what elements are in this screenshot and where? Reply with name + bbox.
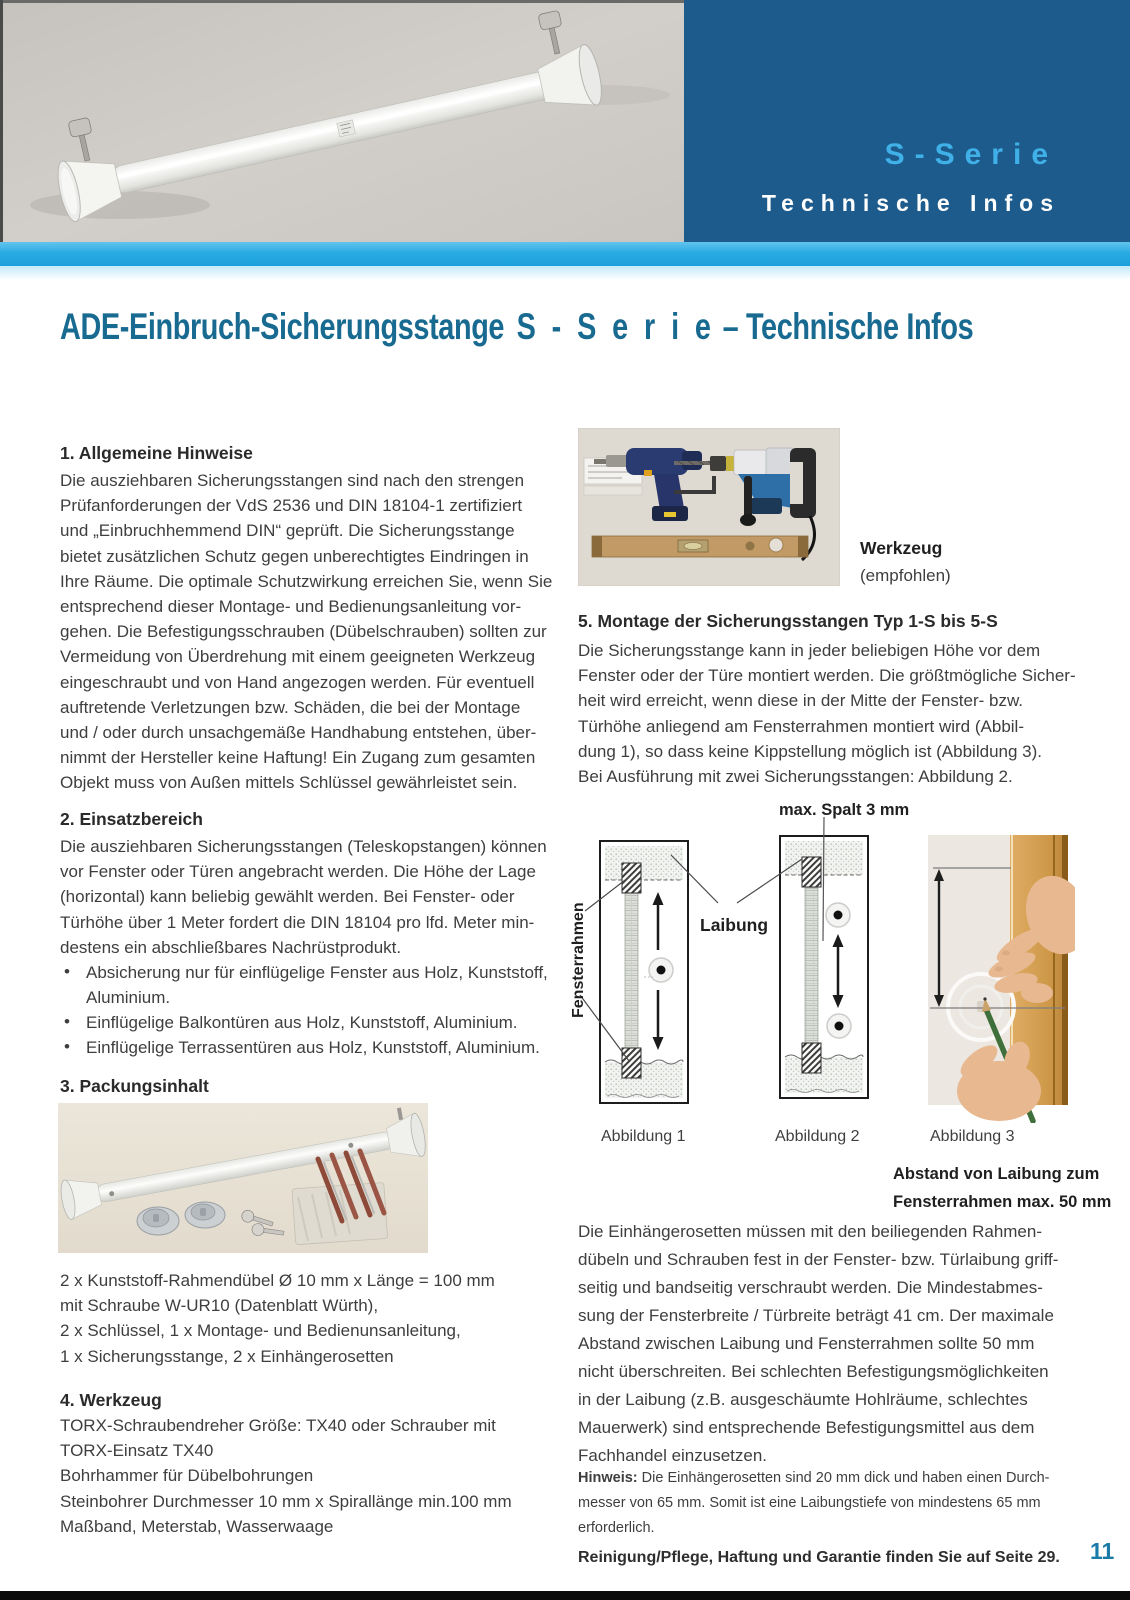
fig-label-laibung: Laibung	[700, 915, 769, 935]
security-rod-photo-illustration	[0, 0, 684, 242]
tools-illustration	[578, 428, 840, 586]
section-4-body: TORX-Schraubendreher Größe: TX40 oder Schrauber mit TORX-Einsatz TX40 Bohrhammer für Dübelbohrungen Steinbohrer Durchmesser 10 mm x Spirallänge min.100 mm Maßband, Meterstab, Wasserwaage	[60, 1416, 512, 1536]
fig-label-max-spalt: max. Spalt 3 mm	[779, 801, 910, 819]
tools-caption-bold: Werkzeug	[860, 538, 943, 558]
package-contents-illustration	[58, 1103, 428, 1253]
hinweis-label: Hinweis:	[578, 1470, 638, 1486]
section-2-body: Die ausziehbaren Sicherungsstangen (Teleskopstangen) können vor Fenster oder Türen angebracht werden. Die Höhe der Lage (horizontal) kann beliebig gewählt werden. Bei Fenster- oder Türhöhe über 1 Meter fordert die DIN 18104 pro lfd. Meter min- destens ein abschließbares Nachrüstprodukt.	[60, 837, 547, 957]
bullet-icon: •	[64, 962, 70, 981]
section-3-heading: 3. Packungsinhalt	[60, 1076, 209, 1096]
mounting-diagrams	[565, 793, 1075, 1123]
hinweis-line1: Die Einhängerosetten sind 20 mm dick und haben einen Durch-	[637, 1470, 1050, 1486]
section-4-heading: 4. Werkzeug	[60, 1390, 162, 1410]
rosette-icon	[185, 1202, 225, 1228]
figure-2-diagram	[671, 817, 868, 1098]
bullet-item: Absicherung nur für einflügelige Fenster aus Holz, Kunststoff, Aluminium.	[86, 963, 548, 1008]
tools-caption-normal: (empfohlen)	[860, 566, 951, 585]
title-suffix: – Technische Infos	[722, 306, 974, 347]
figure-3-photo	[928, 835, 1075, 1121]
figure-1-diagram	[580, 841, 688, 1103]
section-5-body: Die Sicherungsstange kann in jeder beliebigen Höhe vor dem Fenster oder der Türe montiert werden. Die größtmögliche Sicher- heit wird erreicht, wenn diese in der Mitte der Fenster- bzw. Türhöhe anliegend am Fensterrahmen montiert wird (Abbil- dung 1), so dass keine Kippstellung möglich ist (Abbildung 3). Bei Ausführung mit zwei Sicherungsstangen: Abbildung 2.	[578, 641, 1076, 787]
figure-note: Abstand von Laibung zum Fensterrahmen max. 50 mm	[893, 1165, 1112, 1211]
page-number: 11	[1090, 1538, 1115, 1564]
page-title	[60, 306, 1130, 348]
figure-3-caption: Abbildung 3	[930, 1128, 1015, 1145]
figures-area	[565, 793, 1075, 1123]
bottom-black-bar	[0, 1591, 1130, 1600]
figure-2-caption: Abbildung 2	[775, 1128, 860, 1145]
section-1-body: Die ausziehbaren Sicherungsstangen sind nach den strengen Prüfanforderungen der VdS 2536 und DIN 18104-1 zertifiziert und „Einbruchhemmend DIN“ geprüft. Die Sicherungsstange bietet zusätzlichen Schutz gegen unberechtigtes Eindringen in Ihre Räume. Die optimale Schutzwirkung erreichen Sie, wenn Sie entsprechend dieser Montage- und Bedienungsanleitung vor- gehen. Die Befestigungsschrauben (Dübelschrauben) sollten zur Vermeidung von Überdrehung mit einem geeigneten Werkzeug eingeschraubt und von Hand angezogen werden. Für eventuell auftretende Verletzungen bzw. Schäden, die bei der Montage und / oder durch unsachgemäße Handhabung entstehen, über- nimmt der Hersteller keine Haftung! Ein Zugang zum gesamten Objekt muss von Außen mittels Schlüssel gewährleistet sein.	[60, 471, 553, 793]
title-product: ADE-Einbruch-Sicherungsstange	[60, 306, 505, 347]
bullet-icon: •	[64, 1037, 70, 1056]
hinweis-rest: messer von 65 mm. Somit ist eine Laibungstiefe von mindestens 65 mm erforderlich.	[578, 1495, 1041, 1536]
bullet-item: Einflügelige Terrassentüren aus Holz, Kunststoff, Aluminium.	[86, 1038, 540, 1057]
montage-paragraph: Die Einhängerosetten müssen mit den beiliegenden Rahmen- dübeln und Schrauben fest in der Fenster- bzw. Türlaibung griff- seitig und bandseitig verschraubt werden. Die Mindestabmes- sung der Fensterbreite / Türbreite beträgt 41 cm. Der maximale Abstand zwischen Laibung und Fensterrahmen sollte 50 mm nicht überschreiten. Bei schlechten Befestigungsmöglichkeiten in der Laibung (z.B. ausgeschäumte Hohlräume, schlechtes Mauerwerk) sind entsprechende Befestigungsmittel aus dem Fachhandel einzusetzen.	[578, 1222, 1059, 1465]
hinweis-note	[578, 1466, 1050, 1541]
section-3-body: 2 x Kunststoff-Rahmendübel Ø 10 mm x Länge = 100 mm mit Schraube W-UR10 (Datenblatt Würth), 2 x Schlüssel, 1 x Montage- und Bedienunsanleitung, 1 x Sicherungsstange, 2 x Einhängerosetten	[60, 1271, 495, 1366]
bullet-icon: •	[64, 1012, 70, 1031]
section-1-heading: 1. Allgemeine Hinweise	[60, 443, 253, 463]
package-contents-photo	[58, 1103, 428, 1253]
bullet-item: Einflügelige Balkontüren aus Holz, Kunststoff, Aluminium.	[86, 1013, 518, 1032]
header-series-title: S-Serie	[884, 138, 1058, 171]
spirit-level-icon	[592, 536, 808, 557]
footer-reference-line: Reinigung/Pflege, Haftung und Garantie finden Sie auf Seite 29.	[578, 1549, 1060, 1566]
cyan-stripe	[0, 242, 1130, 266]
header-product-photo	[0, 0, 684, 242]
fig-label-fensterrahmen: Fensterrahmen	[570, 902, 587, 1018]
rosette-icon	[137, 1207, 179, 1235]
section-2-heading: 2. Einsatzbereich	[60, 809, 203, 829]
light-stripe	[0, 266, 1130, 280]
header-subtitle: Technische Infos	[761, 190, 1060, 216]
section-5-heading: 5. Montage der Sicherungsstangen Typ 1-S bis 5-S	[578, 611, 998, 631]
figure-1-caption: Abbildung 1	[601, 1128, 686, 1145]
title-series: S - S e r i e	[516, 306, 715, 347]
tools-photo	[578, 428, 840, 586]
